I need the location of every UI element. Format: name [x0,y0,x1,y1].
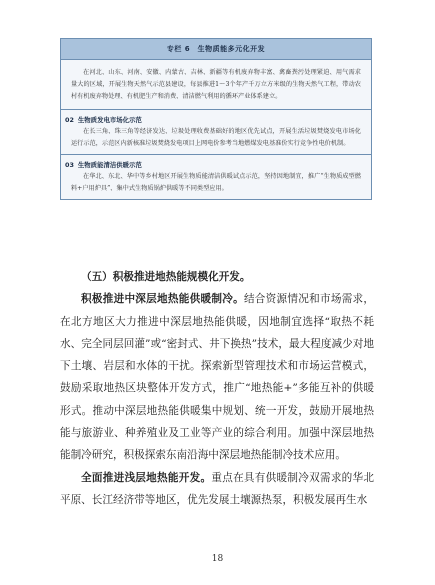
section-title-text: 生物质发电市场化示范 [77,116,142,124]
paragraph-lead: 全面推进浅层地热能开发。 [81,471,212,484]
page-number: 18 [211,554,224,564]
section-title-text: 生物质能清洁供暖示范 [77,161,142,169]
feature-box [60,38,372,200]
section-number: 02 [65,116,74,124]
section-heading: （五）积极推进地热能规模化开发。 [81,271,251,283]
paragraph-lead: 积极推进中深层地热能供暖制冷。 [81,293,244,306]
paragraph [60,288,374,466]
section-body: 在长三角、珠三角等经济发达、垃圾处理收费基础好的地区优先试点，开展生活垃圾焚烧发电市场化运行示范，示范区内新核准垃圾焚烧发电项目上网电价参考当地燃煤发电基准价实行竞争性电价机制。 [71,128,361,147]
paragraph-body: 结合资源情况和市场需求，在北方地区大力推进中深层地热能供暖，因地制宜选择“取热不耗水、完全同层回灌”或“密封式、井下换热”技术，最大程度减少对地下土壤、岩层和水体的干扰。探索新型管理技术和市场运营模式，鼓励采取地热区块整体开发方式，推广“地热能+”多能互补的供暖形式。推动中深层地热能供暖集中规划、统一开发，鼓励开展地热能与旅游业、种养殖业及工业等产业的综合利用。加强中深层地热能制冷研究，积极探索东南沿海中深层地热能制冷技术应用。 [60,293,375,462]
feature-box-title: 专栏 6 生物质能多元化开发 [61,39,371,60]
main-text [60,266,374,511]
feature-box-intro: 在河北、山东、河南、安徽、内蒙古、吉林、新疆等有机废弃物丰富、禽畜粪污处理紧迫、用气需求量大的区域，开展生物天然气示范县建设，每县推进1～3个年产千万立方米级的生物天然气工程，带动农村有机废弃物处理、有机肥生产和消费、清洁燃气利用的循环产业体系建立。 [61,60,371,110]
section-title [65,160,361,171]
section-number: 03 [65,161,74,169]
feature-box-section [61,110,371,155]
paragraph [60,467,374,512]
feature-box-section [61,155,371,199]
section-title [65,115,361,126]
paragraph-body: 重点在具有供暖制冷双需求的华北平原、长江经济带等地区，优先发展土壤源热泵，积极发展再生水 [60,471,375,506]
section-body: 在华北、东北、华中等乡村地区开展生物质能清洁供暖试点示范，坚持因地制宜，推广“生物质成型燃料+户用炉具”、集中式生物质锅炉供暖等不同类型应用。 [71,173,361,192]
